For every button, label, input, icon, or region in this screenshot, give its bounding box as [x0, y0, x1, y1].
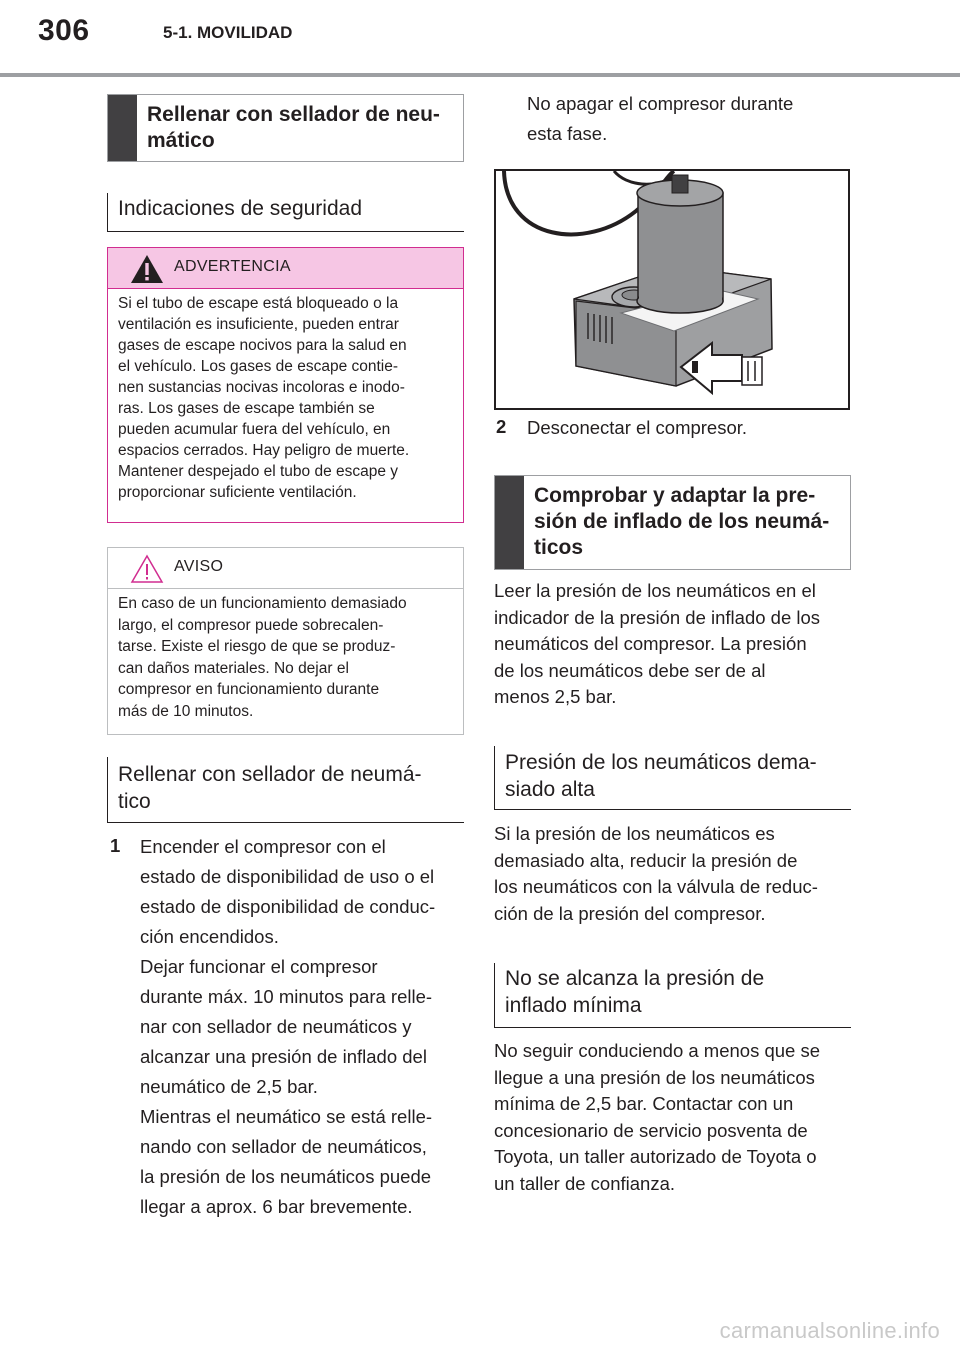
heading-fill-sealant	[107, 94, 464, 162]
subheading-rule	[494, 809, 851, 810]
heading-bar	[495, 476, 524, 569]
heading-check-pressure-text: Comprobar y adaptar la pre- sión de inflado de los neumá- ticos	[534, 484, 830, 559]
step-2-number: 2	[496, 416, 507, 437]
subheading-rule	[107, 231, 464, 232]
warning-triangle-icon	[130, 254, 164, 284]
subheading-pressure-low	[494, 963, 851, 1028]
heading-check-pressure	[494, 475, 851, 570]
watermark: carmanualsonline.info	[719, 1318, 940, 1343]
pressure-low-text: No seguir conduciendo a menos que se llegue a una presión de los neumáticos mínima de 2,5 bar. Contactar con un concesionario de servicio posventa de Toyota, un taller autorizado de Toyota o un taller de confianza.	[494, 1040, 821, 1194]
warning-title: ADVERTENCIA	[174, 258, 291, 275]
subheading-rule	[107, 822, 464, 823]
pressure-high-text: Si la presión de los neumáticos es demasiado alta, reducir la presión de los neumáticos con la válvula de reduc- ción de la presión del compresor.	[494, 823, 818, 924]
subheading-pressure-high	[494, 746, 851, 810]
step-1-number: 1	[110, 835, 121, 856]
notice-box	[107, 547, 464, 735]
notice-title: AVISO	[174, 558, 224, 575]
heading-fill-sealant-text: Rellenar con sellador de neu- mático	[147, 103, 440, 152]
subheading-pressure-low-text: No se alcanza la presión de inflado mínima	[505, 967, 765, 1017]
subheading-rule	[494, 1027, 851, 1028]
heading-bar	[108, 95, 137, 161]
subheading-fill-text: Rellenar con sellador de neumá- tico	[118, 763, 422, 813]
subheading-pressure-high-text: Presión de los neumáticos dema- siado alta	[505, 751, 817, 801]
warning-header	[108, 248, 463, 289]
page-number: 306	[38, 14, 90, 47]
subheading-bar	[494, 963, 495, 1028]
section-title: 5-1. MOVILIDAD	[163, 23, 293, 42]
compressor-illustration	[494, 169, 850, 410]
notice-body: En caso de un funcionamiento demasiado largo, el compresor puede sobrecalen- tarse. Existe el riesgo de que se produz- can daños materiales. No dejar el compresor en funcionamiento durante más de 10 minutos.	[118, 595, 407, 720]
header-divider	[0, 73, 960, 77]
step-2-text: Desconectar el compresor.	[527, 417, 748, 438]
subheading-bar	[107, 193, 108, 232]
check-pressure-text: Leer la presión de los neumáticos en el indicador de la presión de inflado de los neumáticos del compresor. La presión de los neumáticos debe ser de al menos 2,5 bar.	[494, 580, 821, 707]
subheading-bar	[107, 757, 108, 823]
subheading-fill	[107, 757, 464, 823]
subheading-safety-text: Indicaciones de seguridad	[118, 197, 363, 220]
caution-triangle-icon	[130, 554, 164, 584]
compressor-image	[496, 171, 848, 408]
warning-body: Si el tubo de escape está bloqueado o la ventilación es insuficiente, pueden entrar gases de escape nocivos para la salud en el vehículo. Los gases de escape contie- nen sustancias nocivas incoloras e inodo- ras. Los gases de escape también se pueden acumular fuera del vehículo, en espacios cerrados. Hay peligro de muerte. Mantener despejado el tubo de escape y proporcionar suficiente ventilación.	[118, 295, 410, 501]
step-1-text: Encender el compresor con el estado de disponibilidad de uso o el estado de disponibilidad de conduc- ción encendidos. Dejar funcionar el compresor durante máx. 10 minutos para relle- nar con sellador de neumáticos y alcanzar una presión de inflado del neumático de 2,5 bar. Mientras el neumático se está relle- nando con sellador de neumáticos, la presión de los neumáticos puede llegar a aprox. 6 bar brevemente.	[140, 836, 436, 1217]
subheading-bar	[494, 746, 495, 810]
continuation-text: No apagar el compresor durante esta fase.	[527, 93, 794, 144]
warning-box	[107, 247, 464, 523]
notice-header	[108, 548, 463, 589]
subheading-safety	[107, 193, 464, 232]
